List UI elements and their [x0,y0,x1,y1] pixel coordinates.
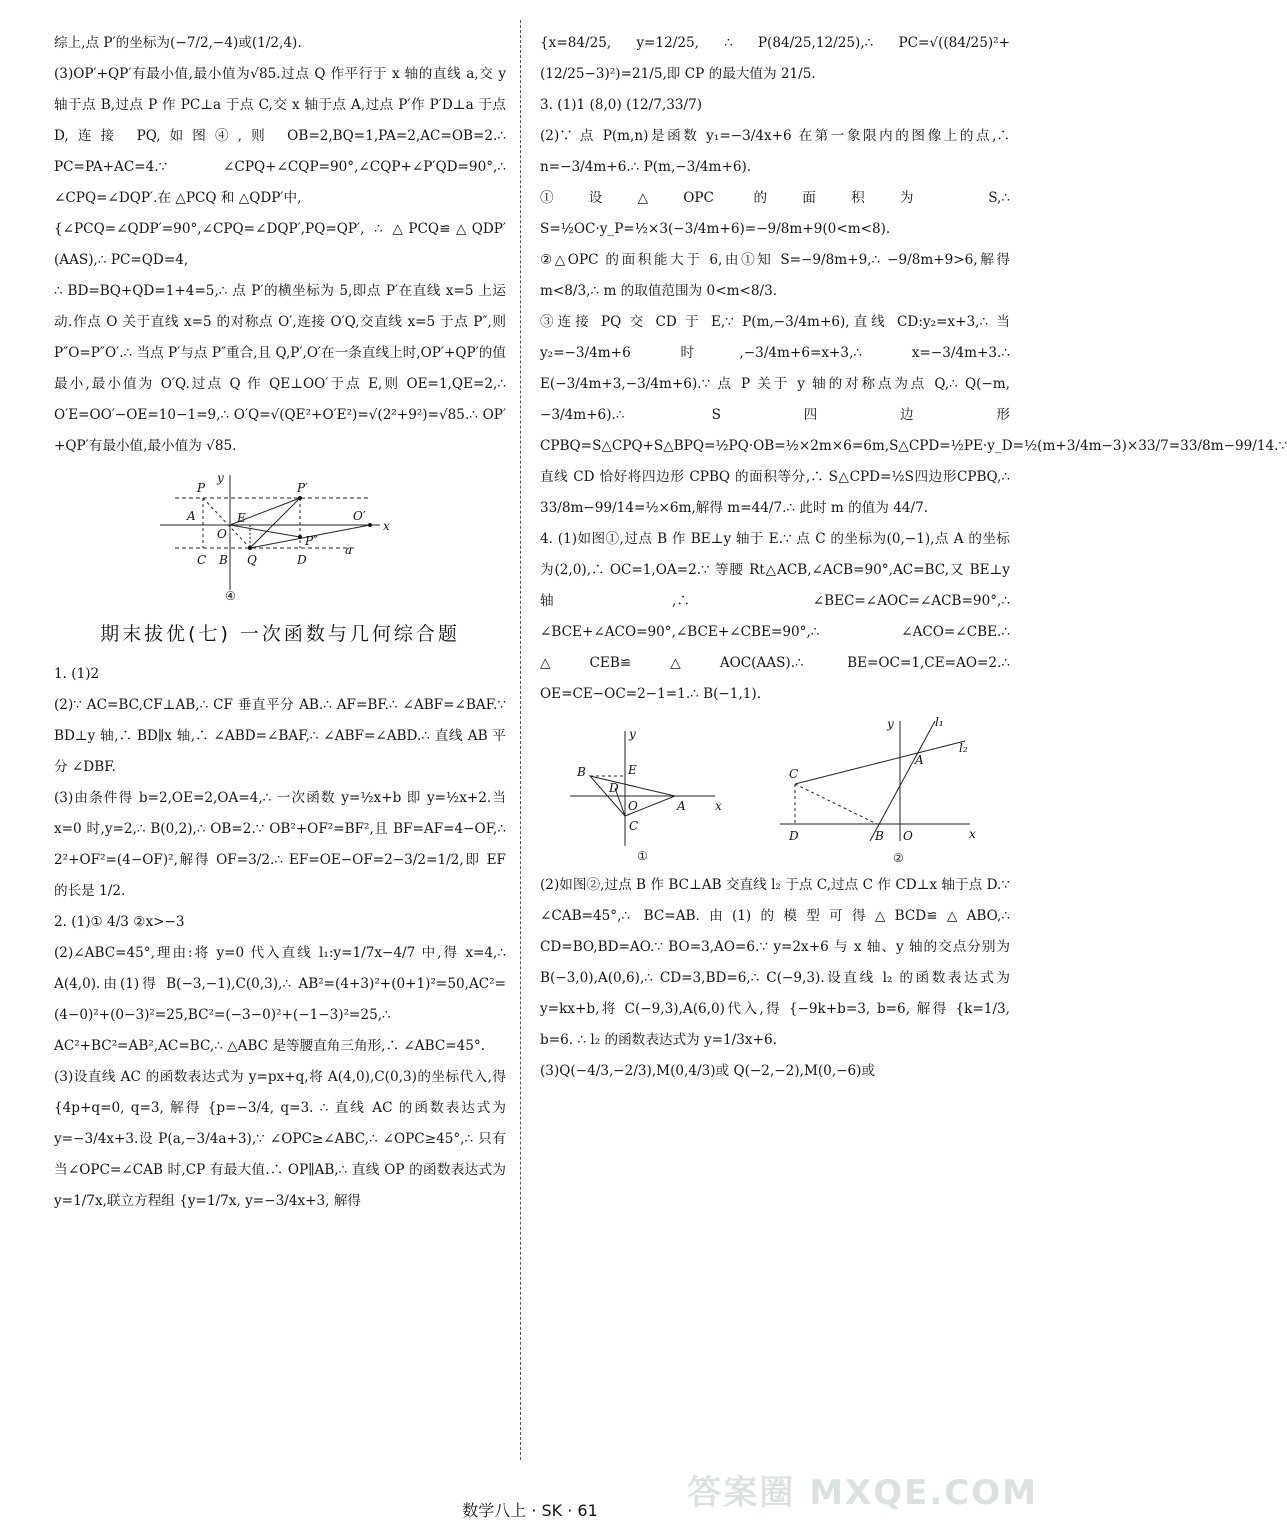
fig1-label: B [577,765,586,779]
q4-figures [540,716,1010,866]
fig2-label: C [789,767,799,781]
left-column [54,28,506,1217]
q4-part: 4. (1)如图①,过点 B 作 BE⊥y 轴于 E.∵ 点 C 的坐标为(0,−1),点 A 的坐标为(2,0),∴ OC=1,OA=2.∵ 等腰 Rt△ACB,∠ACB=90°,AC=BC,又 BE⊥y 轴,∴ ∠BEC=∠AOC=∠ACB=90°,∴ ∠BCE+∠ACO=90°,∠BCE+∠CBE=90°,∴ ∠ACO=∠CBE.∴ △CEB≌△AOC(AAS).∴ BE=OC=1,CE=AO=2.∴ OE=CE−OC=2−1=1.∴ B(−1,1). [540,531,1010,702]
page-footer: 数学八上 · SK · 61 [462,1501,598,1520]
fig1-label: D [609,781,619,795]
fig2-caption: ② [893,851,904,865]
q3-part: 3. (1)1 (8,0) (12/7,33/7) [540,97,703,113]
paragraph: 综上,点 P′的坐标为(−7/2,−4)或(1/2,4). [54,35,302,51]
section-title: 期末拔优(七) 一次函数与几何综合题 [100,623,460,645]
fig4-label: P [197,481,206,495]
q2-part: (3)设直线 AC 的函数表达式为 y=px+q,将 A(4,0),C(0,3)的坐标代入,得 {4p+q=0, q=3, 解得 {p=−3/4, q=3. ∴ 直线 AC 的函数表达式为 y=−3/4x+3.设 P(a,−3/4a+3),∵ ∠OPC≥∠ABC,∴ ∠OPC≥45°,∴ 只有当∠OPC=∠CAB 时,CP 有最大值.∴ OP∥AB,∴ 直线 OP 的函数表达式为 y=1/7x,联立方程组 {y=1/7x, y=−3/4x+3, 解得 [54,1069,506,1209]
fig1-label: E [628,763,637,777]
paragraph: (3)OP′+QP′有最小值,最小值为√85.过点 Q 作平行于 x 轴的直线 a,交 y 轴于点 B,过点 P 作 PC⊥a 于点 C,交 x 轴于点 A,过点 P′作 P′D⊥a 于点 D,连接 PQ,如图④,则 OB=2,BQ=1,PA=2,AC=OB=2.∴ PC=PA+AC=4.∵ ∠CPQ+∠CQP=90°,∠CQP+∠P′QD=90°,∴ ∠CPQ=∠DQP′.在 △PCQ 和 △QDP′中, [54,66,506,206]
fig1-caption: ① [637,849,648,863]
fig4-label: O [217,527,227,541]
q1-part: (2)∵ AC=BC,CF⊥AB,∴ CF 垂直平分 AB.∴ AF=BF.∴ ∠ABF=∠BAF.∵ BD⊥y 轴,∴ BD∥x 轴,∴ ∠ABD=∠BAF,∴ ∠ABF=∠ABD.∴ 直线 AB 平分 ∠DBF. [54,697,506,775]
fig1-label: y [629,727,636,741]
q3-part: (2)∵ 点 P(m,n)是函数 y₁=−3/4x+6 在第一象限内的图像上的点,∴ n=−3/4m+6.∴ P(m,−3/4m+6). [540,128,1010,175]
fig4-label: D [297,553,307,567]
fig2-label: D [789,829,799,843]
fig2-label: B [875,829,884,843]
fig4-label: C [197,553,207,567]
fig4-label: O′ [353,509,366,523]
fig1-label: x [715,799,722,813]
fig2-label: O [903,829,913,843]
fig4-label: Q [247,553,257,567]
fig2-label: x [969,827,976,841]
paragraph: {∠PCQ=∠QDP′=90°,∠CPQ=∠DQP′,PQ=QP′, ∴ △PCQ≌△QDP′(AAS),∴ PC=QD=4, [54,221,506,268]
figure-2 [775,716,985,866]
q1-part: 1. (1)2 [54,666,100,682]
figure-4 [155,470,405,605]
fig2-label: l₂ [959,741,968,755]
fig2-label: A [915,753,924,767]
fig4-label: x [383,519,390,533]
paragraph: ∴ BD=BQ+QD=1+4=5,∴ 点 P′的横坐标为 5,即点 P′在直线 x=5 上运动.作点 O 关于直线 x=5 的对称点 O′,连接 O′Q,交直线 x=5 于点 P″,则 P″O=P″O′.∴ 当点 P′与点 P″重合,且 Q,P′,O′在一条直线上时,OP′+QP′的值最小,最小值为 O′Q.过点 Q 作 QE⊥OO′于点 E,则 OE=1,QE=2,∴ O′E=OO′−OE=10−1=9,∴ O′Q=√(QE²+O′E²)=√(2²+9²)=√85.∴ OP′+QP′有最小值,最小值为 √85. [54,283,506,454]
fig2-label: l₁ [935,715,944,729]
fig4-label: A [187,509,196,523]
watermark [687,1465,1038,1514]
fig4-label: B [219,553,228,567]
q3-part: ②△OPC 的面积能大于 6,由①知 S=−9/8m+9,∴ −9/8m+9>6,解得 m<8/3,∴ m 的取值范围为 0<m<8/3. [540,252,1010,299]
watermark-text: 答案圈 MXQE.COM [687,1473,1038,1513]
fig4-label: P′ [297,481,308,495]
fig4-caption: ④ [225,589,236,603]
fig2-label: y [887,717,894,731]
q2-part: (2)∠ABC=45°,理由:将 y=0 代入直线 l₁:y=1/7x−4/7 中,得 x=4,∴ A(4,0).由(1)得 B(−3,−1),C(0,3),∴ AB²=(4+3)²+(0+1)²=50,AC²=(4−0)²+(0−3)²=25,BC²=(−3−0)²+(−1−3)²=25,∴ AC²+BC²=AB²,AC=BC,∴ △ABC 是等腰直角三角形,∴ ∠ABC=45°. [54,945,506,1054]
column-divider [520,20,521,1460]
fig4-label: E [237,511,246,525]
fig4-label: y [217,471,224,485]
q1-part: (3)由条件得 b=2,OE=2,OA=4,∴ 一次函数 y=½x+b 即 y=½x+2.当 x=0 时,y=2,∴ B(0,2),∴ OB=2.∵ OB²+OF²=BF²,且 BF=AF=4−OF,∴ 2²+OF²=(4−OF)²,解得 OF=3/2.∴ EF=OE−OF=2−3/2=1/2,即 EF 的长是 1/2. [54,790,506,899]
fig1-label: C [629,819,639,833]
q3-part: ③连接 PQ 交 CD 于 E,∵ P(m,−3/4m+6),直线 CD:y₂=x+3,∴ 当 y₂=−3/4m+6 时,−3/4m+6=x+3,∴ x=−3/4m+3.∴ E(−3/4m+3,−3/4m+6).∵ 点 P 关于 y 轴的对称点为点 Q,∴ Q(−m,−3/4m+6).∴ S四边形CPBQ=S△CPQ+S△BPQ=½PQ·OB=½×2m×6=6m,S△CPD=½PE·y_D=½(m+3/4m−3)×33/7=33/8m−99/14.∵ 直线 CD 恰好将四边形 CPBQ 的面积等分,∴ S△CPD=½S四边形CPBQ,∴ 33/8m−99/14=½×6m,解得 m=44/7.∴ 此时 m 的值为 44/7. [540,314,1287,516]
fig1-label: O [628,799,638,813]
q2-continued: {x=84/25, y=12/25, ∴ P(84/25,12/25),∴ PC=√((84/25)²+(12/25−3)²)=21/5,即 CP 的最大值为 21/5. [540,35,1010,82]
q3-part: ①设△OPC 的面积为 S,∴ S=½OC·y_P=½×3(−3/4m+6)=−9/8m+9(0<m<8). [540,190,1010,237]
right-column [540,28,1287,1087]
fig4-label: a [345,543,353,557]
q4-part: (3)Q(−4/3,−2/3),M(0,4/3)或 Q(−2,−2),M(0,−6)或 [540,1063,876,1079]
q4-part: (2)如图②,过点 B 作 BC⊥AB 交直线 l₂ 于点 C,过点 C 作 CD⊥x 轴于点 D.∵ ∠CAB=45°,∴ BC=AB.由(1)的模型可得△BCD≌△ABO,∴ CD=BO,BD=AO.∵ BO=3,AO=6.∵ y=2x+6 与 x 轴、y 轴的交点分别为 B(−3,0),A(0,6),∴ CD=3,BD=6,∴ C(−9,3).设直线 l₂ 的函数表达式为 y=kx+b,将 C(−9,3),A(6,0)代入,得 {−9k+b=3, b=6, 解得 {k=1/3, b=6. ∴ l₂ 的函数表达式为 y=1/3x+6. [540,877,1010,1048]
fig1-label: A [677,799,686,813]
figure-1 [565,726,725,866]
fig4-label: P″ [305,534,318,548]
q2-part: 2. (1)① 4/3 ②x>−3 [54,914,185,930]
